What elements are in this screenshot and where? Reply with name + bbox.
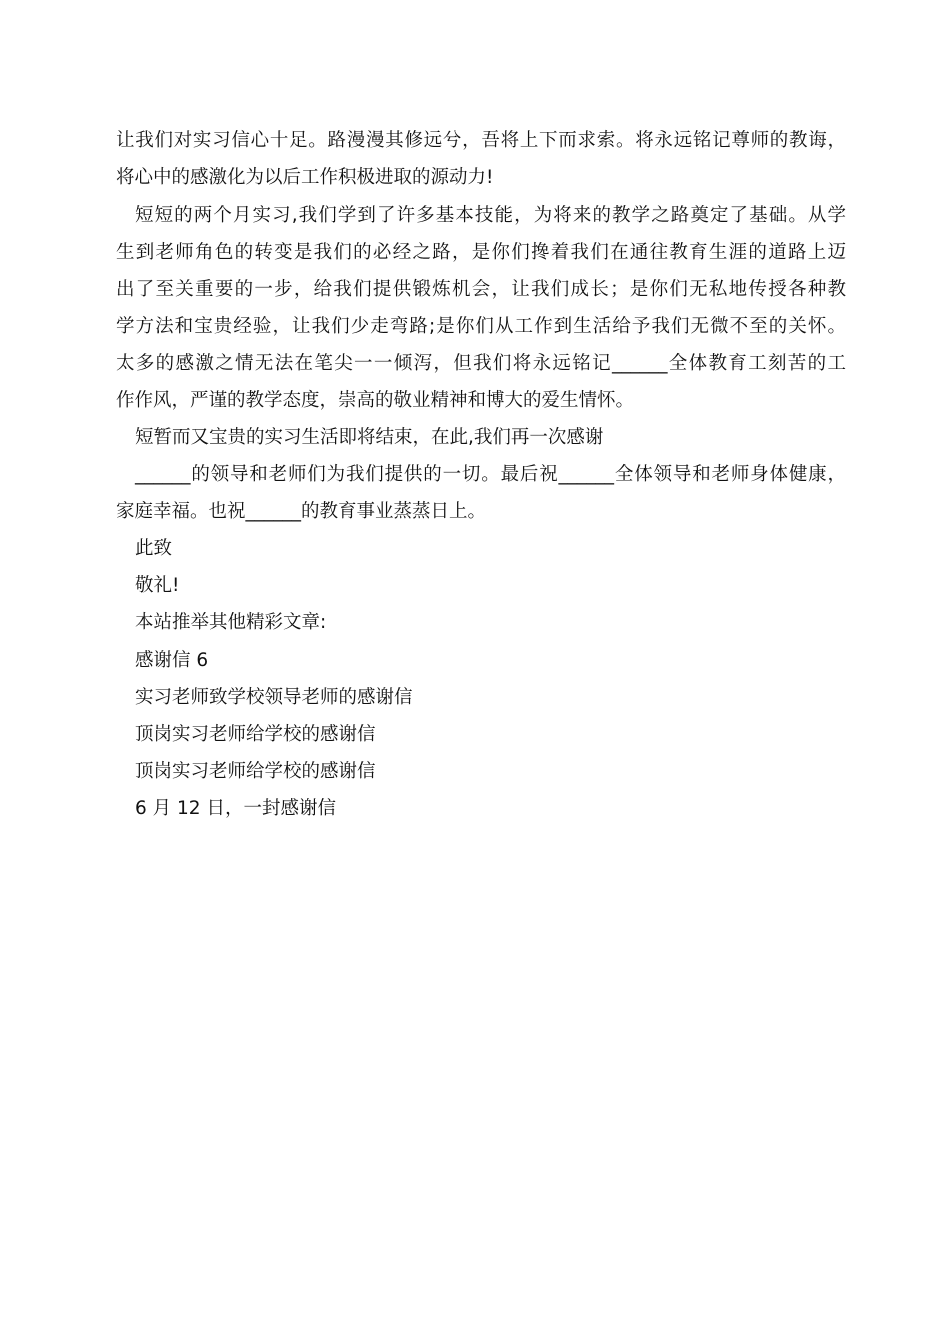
closing-salutation: 此致	[135, 538, 173, 559]
recommend-link[interactable]: 顶岗实习老师给学校的感谢信	[135, 724, 376, 745]
paragraph-1-line-2: 将心中的感激化为以后工作积极进取的源动力!	[116, 167, 494, 188]
paragraph-2-line-4: 学方法和宝贵经验，让我们少走弯路;是你们从工作到生活给予我们无微不至的关怀。	[116, 316, 846, 337]
paragraph-3-line-1: 短暂而又宝贵的实习生活即将结束，在此,我们再一次感谢	[135, 427, 604, 448]
recommend-link[interactable]: 感谢信 6	[135, 650, 209, 671]
recommend-link[interactable]: 实习老师致学校领导老师的感谢信	[135, 687, 413, 708]
paragraph-2-line-1: 短短的两个月实习,我们学到了许多基本技能，为将来的教学之路奠定了基础。从学	[135, 205, 846, 226]
paragraph-2-line-6: 作作风，严谨的教学态度，崇高的敬业精神和博大的爱生情怀。	[116, 390, 635, 411]
recommend-link[interactable]: 顶岗实习老师给学校的感谢信	[135, 761, 376, 782]
paragraph-3-line-3: 家庭幸福。也祝______的教育事业蒸蒸日上。	[116, 501, 487, 522]
recommend-link[interactable]: 6 月 12 日，一封感谢信	[135, 798, 336, 819]
closing-regards: 敬礼!	[135, 575, 180, 596]
paragraph-1-line-1: 让我们对实习信心十足。路漫漫其修远兮，吾将上下而求索。将永远铭记尊师的教诲，	[116, 130, 846, 151]
recommend-heading: 本站推举其他精彩文章:	[135, 612, 327, 633]
paragraph-2-line-3: 出了至关重要的一步，给我们提供锻炼机会，让我们成长；是你们无私地传授各种教	[116, 279, 846, 300]
paragraph-2-line-2: 生到老师角色的转变是我们的必经之路，是你们搀着我们在通往教育生涯的道路上迈	[116, 242, 846, 263]
paragraph-3-line-2: ______的领导和老师们为我们提供的一切。最后祝______全体领导和老师身体健康，	[135, 464, 846, 485]
paragraph-2-line-5: 太多的感激之情无法在笔尖一一倾泻，但我们将永远铭记______全体教育工刻苦的工	[116, 353, 846, 374]
